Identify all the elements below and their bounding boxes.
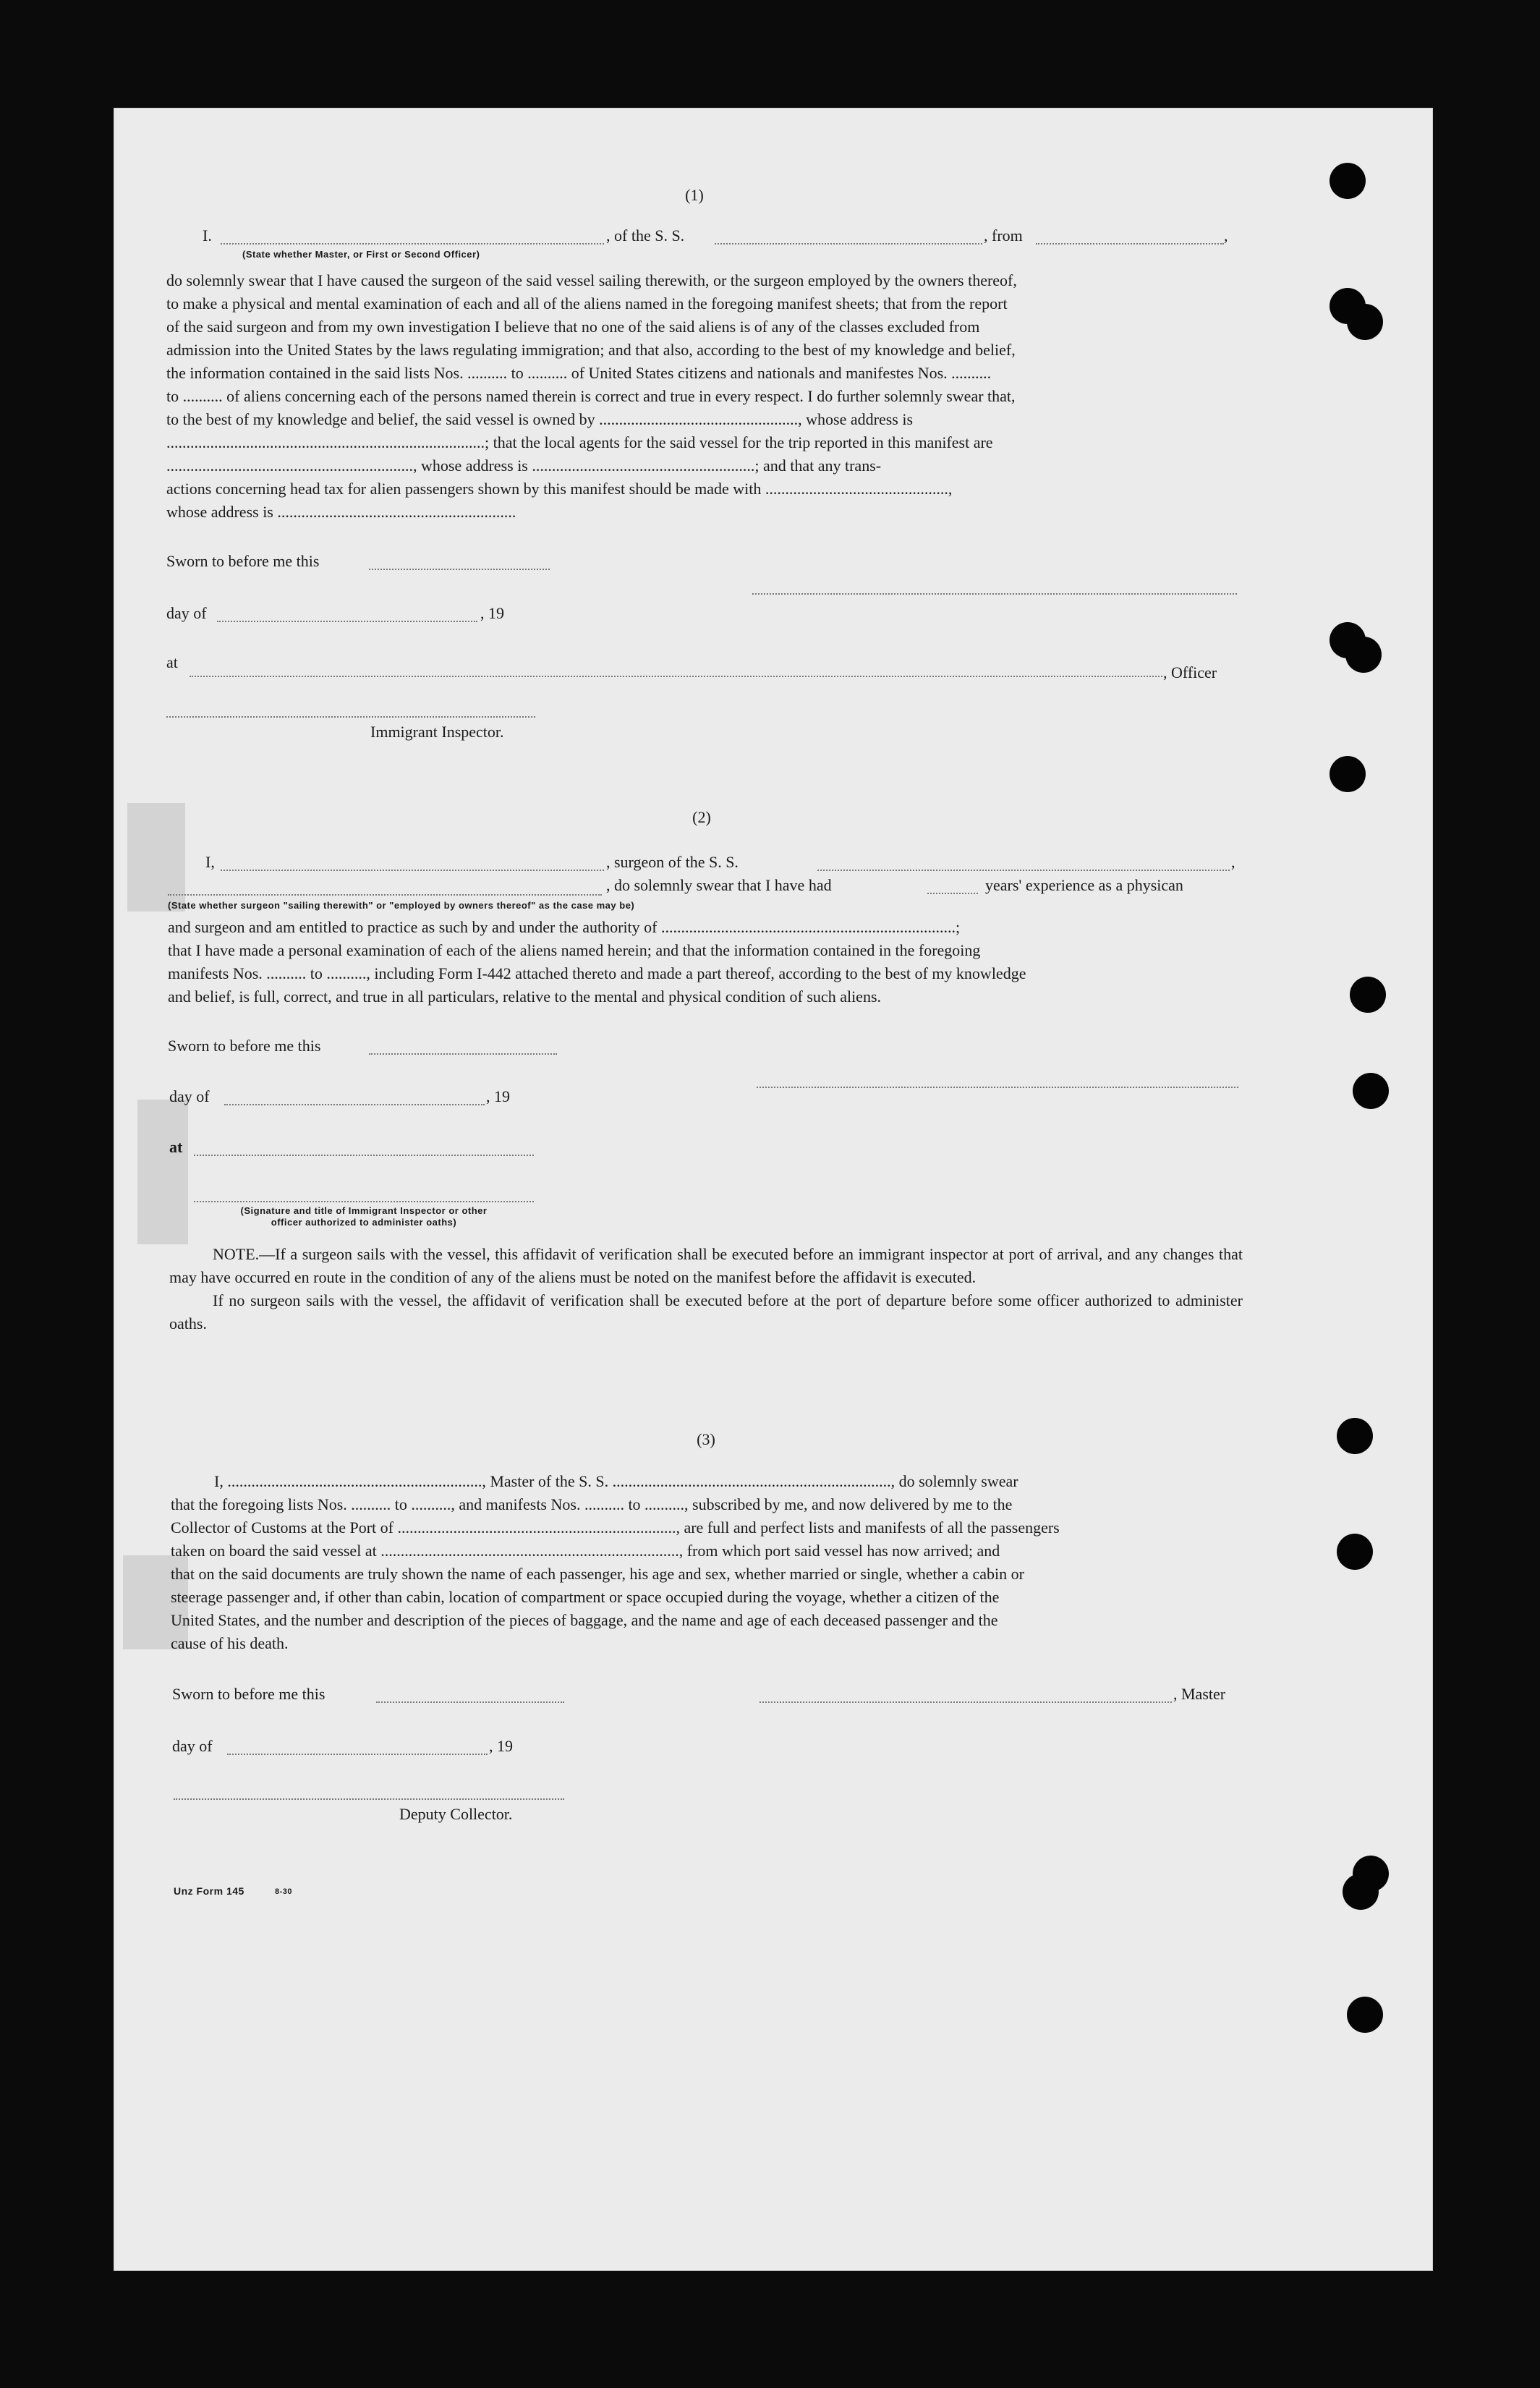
section-1-year: , 19	[480, 604, 504, 622]
blank-day-month	[217, 621, 477, 622]
tape-remnant	[137, 1100, 188, 1244]
surgeon-type-caption: (State whether surgeon "sailing therewith" or "employed by owners thereof" as the case may be)	[168, 900, 635, 911]
section-2-note	[169, 1243, 1243, 1335]
body-line: I, ................................................................, Master of the S. S. ......................................................................, do solemnly swear	[214, 1472, 1018, 1490]
section-1-from: , from	[984, 226, 1023, 245]
punch-hole	[1350, 977, 1386, 1013]
body-line: to .......... of aliens concerning each of the persons named therein is correct and true in every respect. I do further solemnly swear that,	[166, 387, 1016, 405]
body-line: steerage passenger and, if other than cabin, location of compartment or space occupied during the voyage, whether a citizen of the	[171, 1588, 1000, 1606]
form-number: Unz Form 145	[174, 1885, 244, 1897]
blank-at-place	[190, 676, 1162, 677]
section-1-body	[166, 269, 1237, 524]
body-line: cause of his death.	[171, 1634, 289, 1652]
form-code: 8-30	[275, 1887, 293, 1896]
punch-hole	[1347, 304, 1383, 340]
section-3-year: , 19	[489, 1737, 513, 1755]
deputy-collector-label: Deputy Collector.	[399, 1805, 513, 1823]
body-line: Collector of Customs at the Port of ......................................................................, are full and perfect lists and manifests of all the passengers	[171, 1518, 1060, 1537]
section-1-day-of: day of	[166, 604, 207, 622]
body-line: manifests Nos. .......... to .........., including Form I-442 attached thereto and made a part thereof, according to the best of my knowledge	[168, 964, 1026, 982]
body-line: taken on board the said vessel at ..........................................................................., from which port said vessel has now arrived; and	[171, 1542, 1000, 1560]
blank-s3-sworn-day	[376, 1701, 564, 1703]
blank-inspector-signature	[166, 716, 535, 718]
officer-title-caption: (State whether Master, or First or Second Officer)	[242, 249, 480, 260]
immigrant-inspector-label: Immigrant Inspector.	[370, 723, 504, 741]
section-2-sworn: Sworn to before me this	[168, 1037, 321, 1055]
body-line: of the said surgeon and from my own investigation I believe that no one of the said aliens is of any of the classes excluded from	[166, 318, 980, 336]
blank-years	[927, 893, 978, 894]
blank-from-port	[1036, 243, 1224, 245]
note-paragraph-1: NOTE.—If a surgeon sails with the vessel, this affidavit of verification shall be executed before an immigrant inspector at port of arrival, and any changes that may have occurred en route in the condition of any of the aliens must be noted on the manifest before the affidavit is executed.	[169, 1245, 1243, 1286]
blank-surgeon-signature	[757, 1087, 1238, 1088]
blank-master-signature	[760, 1701, 1172, 1703]
section-1-i: I.	[203, 226, 212, 245]
body-line: the information contained in the said lists Nos. .......... to .......... of United States citizens and nationals and manifestes Nos. ..........	[166, 364, 992, 382]
body-line: that on the said documents are truly shown the name of each passenger, his age and sex, whether married or single, whether a cabin or	[171, 1565, 1024, 1583]
blank-s2-at-place	[194, 1155, 534, 1156]
section-3-sworn: Sworn to before me this	[172, 1685, 326, 1703]
blank-s2-sworn-day	[369, 1053, 557, 1055]
blank-s2-vessel	[817, 870, 1230, 871]
blank-s2-day-month	[224, 1104, 485, 1105]
section-2-body	[168, 916, 1238, 1008]
section-2-number: (2)	[692, 808, 711, 826]
blank-vessel-name	[715, 243, 982, 245]
section-1-of-ss: , of the S. S.	[606, 226, 685, 245]
punch-hole	[1330, 756, 1366, 792]
body-line: whose address is ............................................................	[166, 503, 516, 521]
section-2-surgeon-of: , surgeon of the S. S.	[606, 853, 739, 871]
section-2-day-of: day of	[169, 1087, 210, 1105]
punch-hole	[1330, 163, 1366, 199]
blank-surgeon-name	[221, 870, 604, 871]
body-line: and belief, is full, correct, and true in all particulars, relative to the mental and physical condition of such aliens.	[168, 987, 882, 1006]
body-line: actions concerning head tax for alien passengers shown by this manifest should be made with ..............................................,	[166, 480, 953, 498]
body-line: do solemnly swear that I have caused the surgeon of the said vessel sailing therewith, or the surgeon employed by the owners thereof,	[166, 271, 1017, 289]
section-2-at: at	[169, 1138, 183, 1156]
blank-sworn-day	[369, 569, 550, 570]
blank-deputy-signature	[174, 1798, 564, 1800]
section-2-years: years' experience as a physican	[985, 876, 1183, 894]
section-3-day-of: day of	[172, 1737, 213, 1755]
body-line: .............................................................., whose address is ........................................................; and that any trans-	[166, 456, 882, 475]
body-line: and surgeon and am entitled to practice as such by and under the authority of ..........................................................................;	[168, 918, 961, 936]
section-1-number: (1)	[685, 186, 704, 204]
punch-hole	[1345, 637, 1382, 673]
note-paragraph-2: If no surgeon sails with the vessel, the affidavit of verification shall be executed before at the port of departure before some officer authorized to administer oaths.	[169, 1291, 1243, 1333]
master-label: , Master	[1173, 1685, 1226, 1703]
punch-hole	[1347, 1997, 1383, 2033]
punch-hole	[1337, 1534, 1373, 1570]
section-2-year: , 19	[486, 1087, 510, 1105]
section-3-body	[171, 1470, 1247, 1655]
section-2-i: I,	[205, 853, 215, 871]
body-line: that the foregoing lists Nos. .......... to .........., and manifests Nos. .......... to .........., subscribed by me, and now delivered by me to the	[171, 1495, 1013, 1513]
body-line: ................................................................................; that the local agents for the said vessel for the trip reported in this manifest are	[166, 433, 993, 451]
body-line: United States, and the number and description of the pieces of baggage, and the name and age of each deceased passenger and the	[171, 1611, 998, 1629]
blank-s2-signature	[194, 1201, 534, 1202]
section-1-at: at	[166, 653, 178, 671]
punch-hole	[1343, 1874, 1379, 1910]
section-2-swear: , do solemnly swear that I have had	[606, 876, 832, 894]
body-line: to make a physical and mental examination of each and all of the aliens named in the foregoing manifest sheets; that from the report	[166, 294, 1008, 313]
signature-caption-2: officer authorized to administer oaths)	[271, 1217, 457, 1228]
section-2-comma: ,	[1231, 853, 1235, 871]
officer-label: , Officer	[1163, 663, 1217, 681]
signature-caption-1: (Signature and title of Immigrant Inspector or other	[240, 1205, 488, 1216]
punch-hole	[1337, 1418, 1373, 1454]
body-line: admission into the United States by the laws regulating immigration; and that also, according to the best of my knowledge and belief,	[166, 341, 1016, 359]
body-line: to the best of my knowledge and belief, the said vessel is owned by .................................................., whose address is	[166, 410, 914, 428]
body-line: that I have made a personal examination of each of the aliens named herein; and that the information contained in the foregoing	[168, 941, 981, 959]
section-1-sworn: Sworn to before me this	[166, 552, 320, 570]
section-1-comma: ,	[1224, 226, 1228, 245]
punch-hole	[1353, 1073, 1389, 1109]
blank-s3-day-month	[227, 1754, 488, 1755]
blank-signature-officer	[752, 593, 1237, 595]
section-3-number: (3)	[697, 1430, 715, 1448]
